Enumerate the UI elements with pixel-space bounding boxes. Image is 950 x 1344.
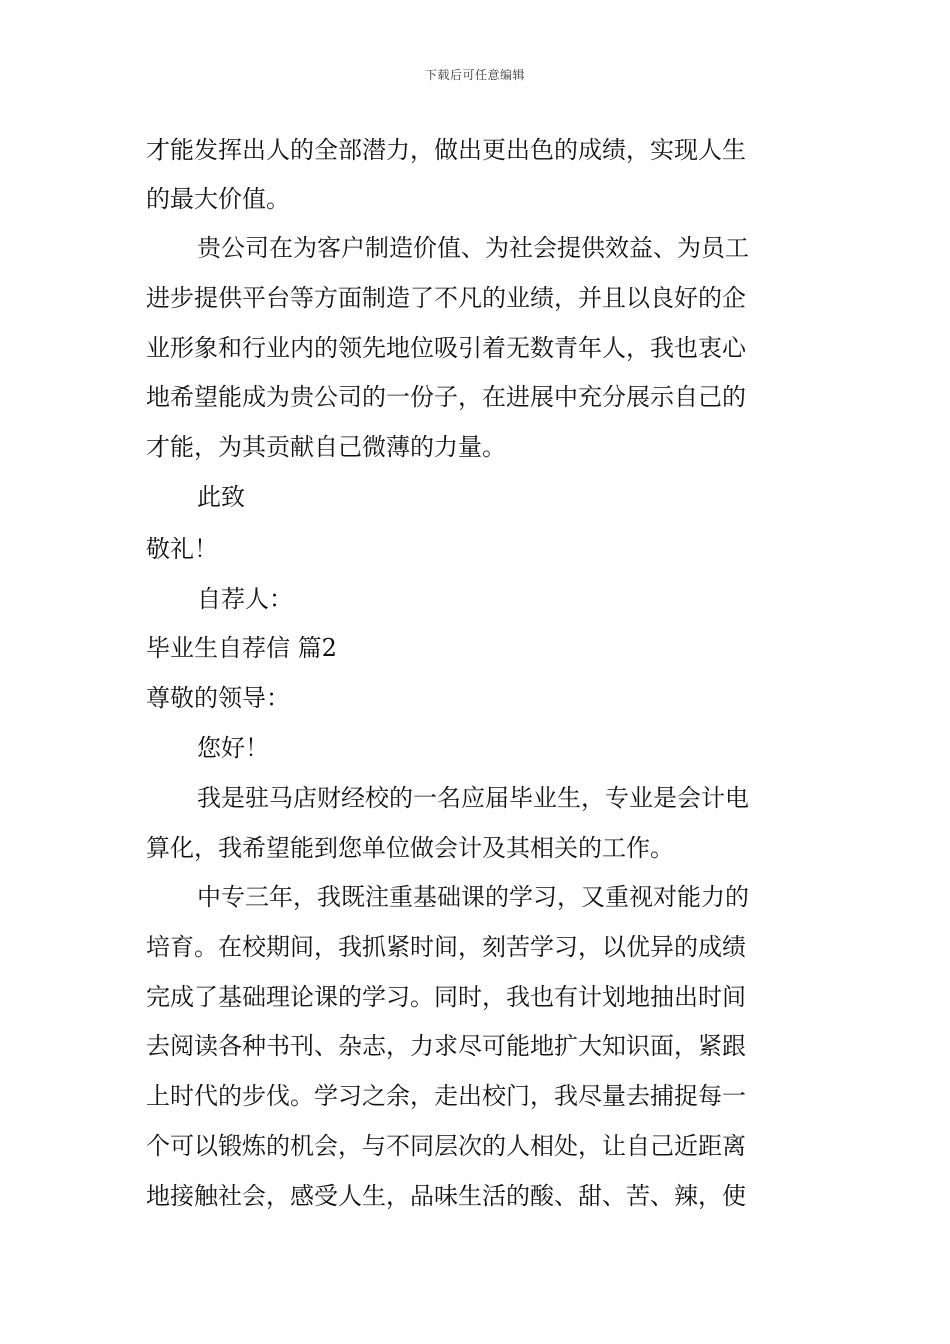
closing-regards: 敬礼！ (146, 535, 218, 563)
closing-salutation: 此致 (197, 483, 245, 511)
paragraph-line: 进步提供平台等方面制造了不凡的业绩，并且以良好的企 (146, 284, 746, 312)
paragraph-line: 地希望能成为贵公司的一份子，在进展中充分展示自己的 (146, 383, 746, 411)
paragraph-line: 去阅读各种书刊、杂志，力求尽可能地扩大知识面，紧跟 (146, 1032, 746, 1060)
greeting-hello: 您好！ (197, 734, 269, 762)
paragraph-line: 贵公司在为客户制造价值、为社会提供效益、为员工 (197, 234, 749, 262)
paragraph-line: 上时代的步伐。学习之余，走出校门，我尽量去捕捉每一 (146, 1082, 746, 1110)
paragraph-line: 个可以锻炼的机会，与不同层次的人相处，让自己近距离 (146, 1132, 746, 1160)
paragraph-line: 地接触社会，感受人生，品味生活的酸、甜、苦、辣，使 (146, 1182, 746, 1210)
paragraph-line: 才能发挥出人的全部潜力，做出更出色的成绩，实现人生 (146, 136, 746, 164)
page-header: 下载后可任意编辑 (424, 68, 525, 82)
paragraph-line: 中专三年，我既注重基础课的学习，又重视对能力的 (197, 883, 749, 911)
paragraph-line: 完成了基础理论课的学习。同时，我也有计划地抽出时间 (146, 983, 746, 1011)
paragraph-line: 我是驻马店财经校的一名应届毕业生，专业是会计电 (197, 784, 749, 812)
paragraph-line: 算化，我希望能到您单位做会计及其相关的工作。 (146, 834, 674, 862)
paragraph-line: 才能，为其贡献自己微薄的力量。 (146, 433, 506, 461)
paragraph-line: 业形象和行业内的领先地位吸引着无数青年人，我也衷心 (146, 334, 746, 362)
signature-label: 自荐人： (197, 585, 293, 613)
paragraph-line: 的最大价值。 (146, 185, 290, 213)
greeting: 尊敬的领导： (146, 684, 290, 712)
section-title: 毕业生自荐信 篇2 (146, 634, 337, 662)
paragraph-line: 培育。在校期间，我抓紧时间，刻苦学习，以优异的成绩 (146, 933, 746, 961)
